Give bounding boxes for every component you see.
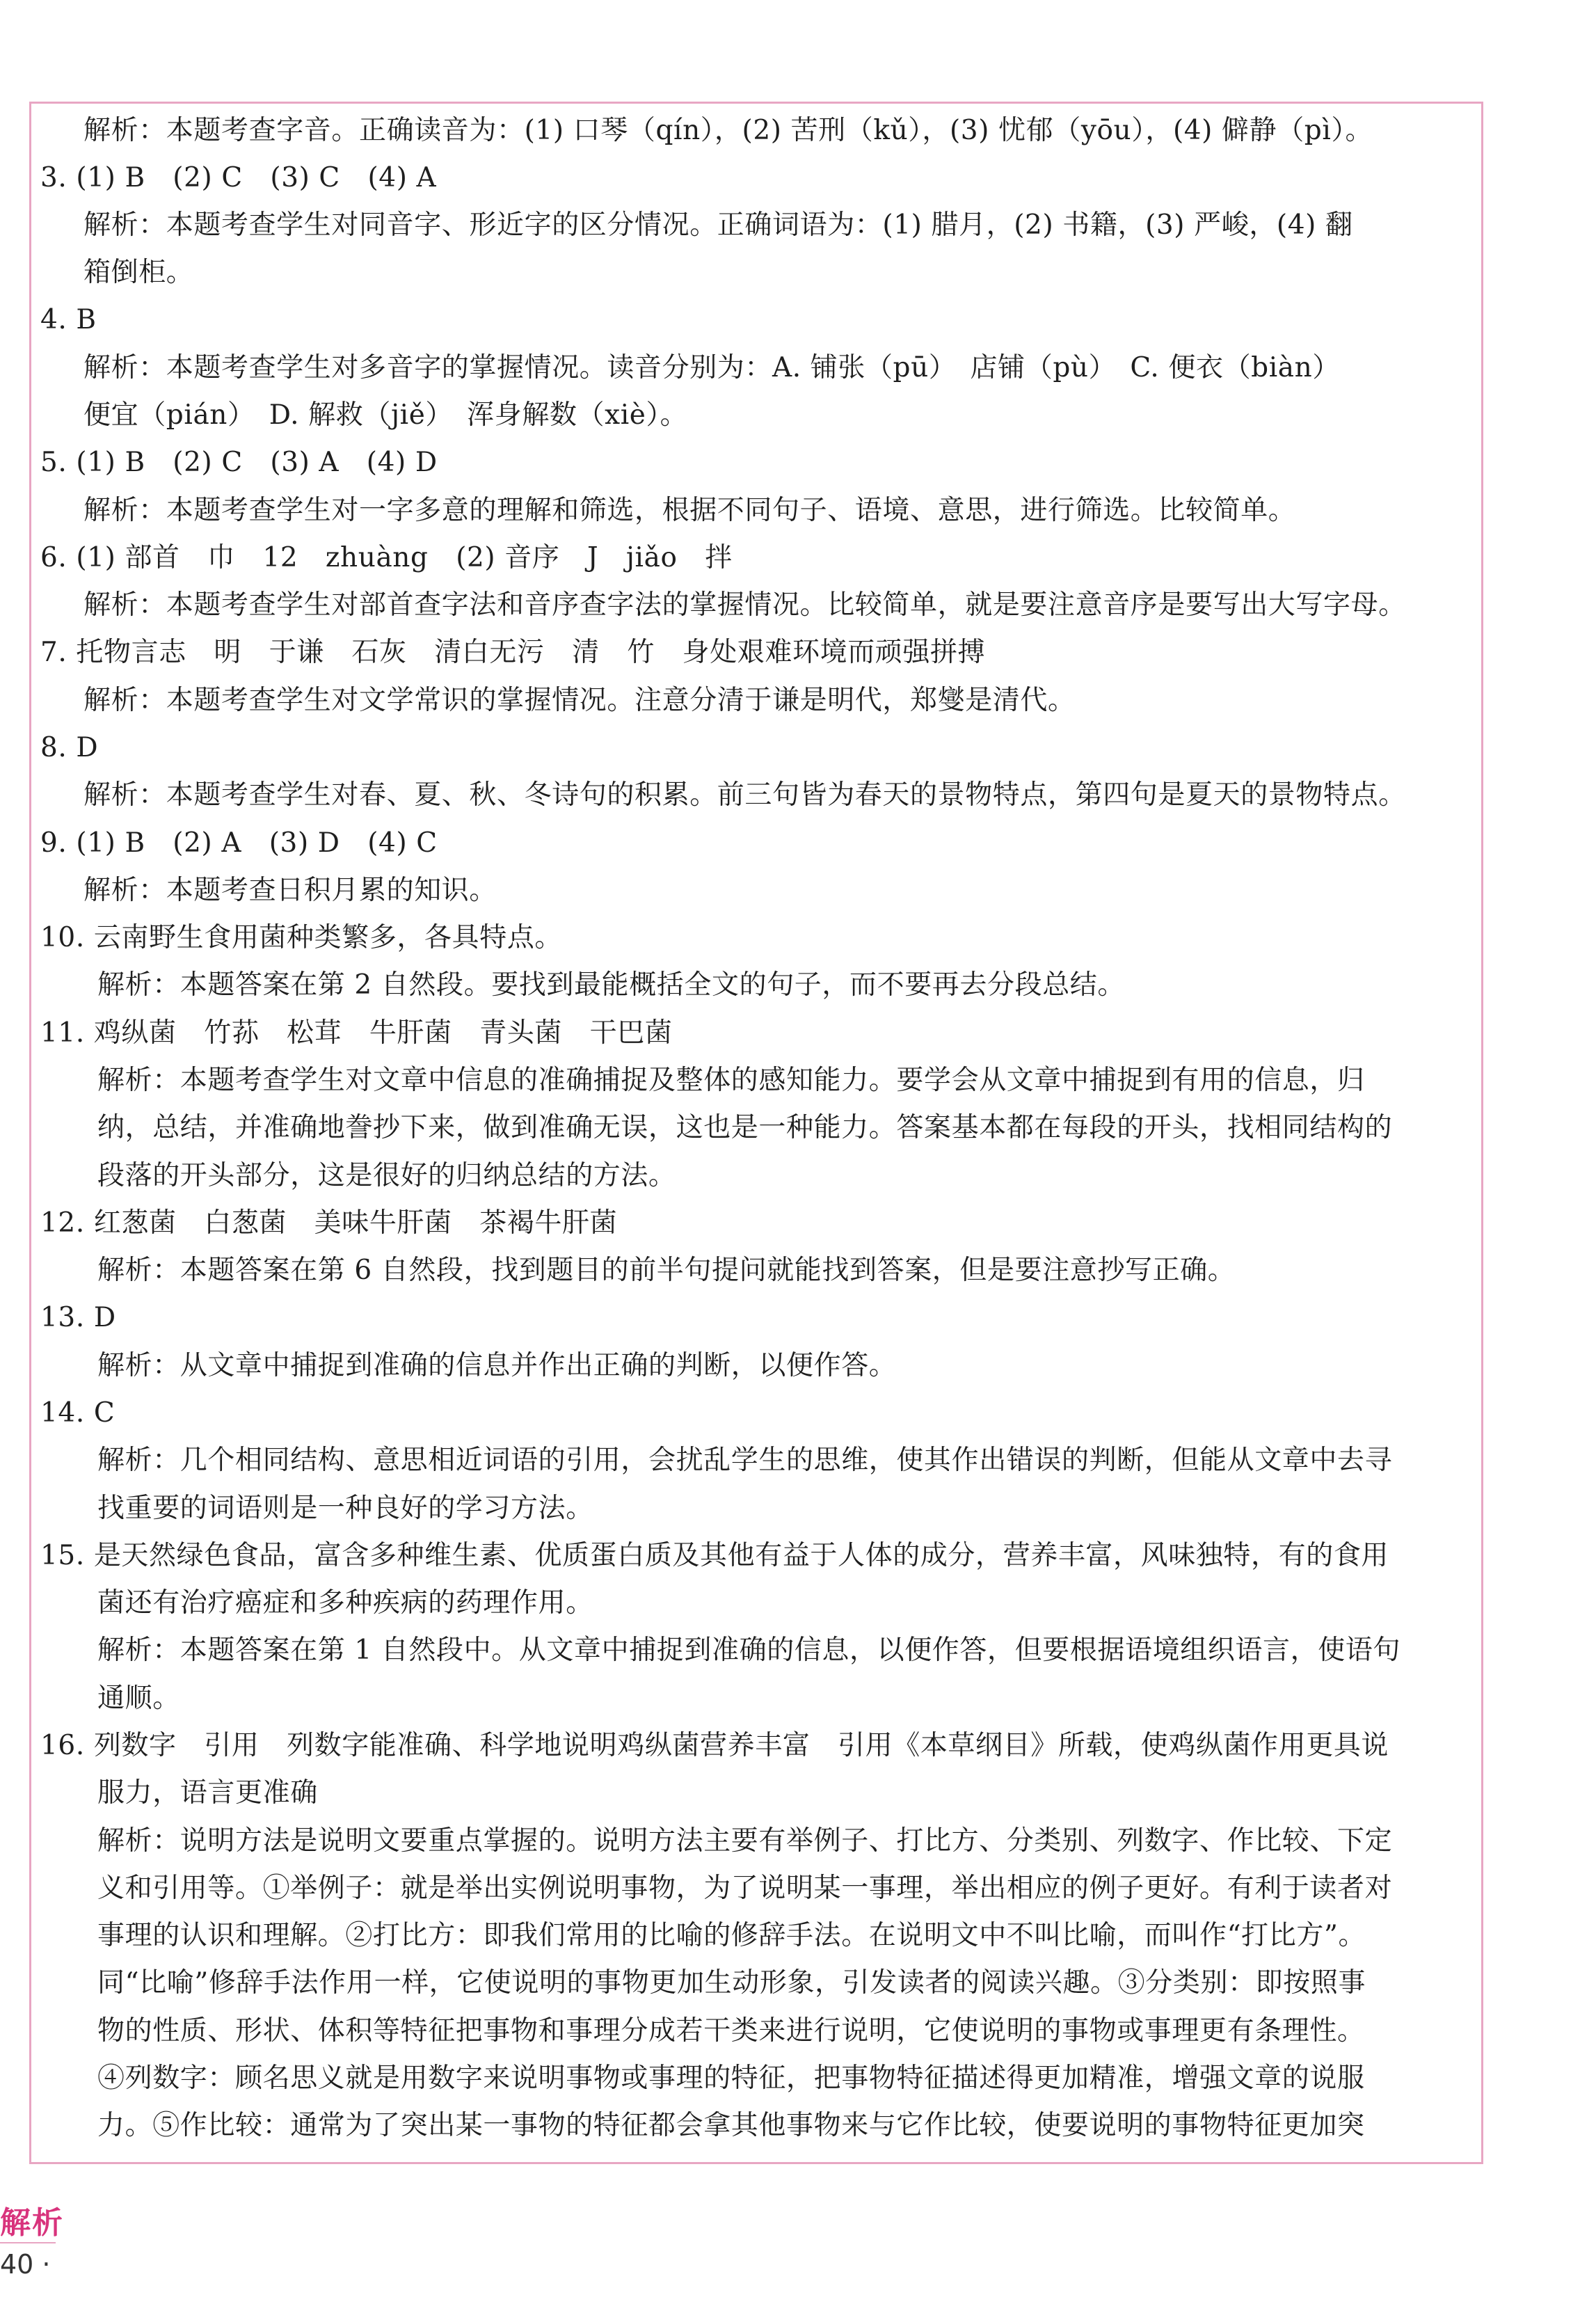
text-line: 同“比喻”修辞手法作用一样，它使说明的事物更加生动形象，引发读者的阅读兴趣。③分类别：即按照事 (97, 1967, 1366, 1999)
text-line: 段落的开头部分，这是很好的归纳总结的方法。 (97, 1160, 676, 1191)
text-line: 通顺。 (97, 1683, 180, 1714)
text-line: 解析：本题答案在第 1 自然段中。从文章中捕捉到准确的信息，以便作答，但要根据语境组织语言，使语句 (97, 1635, 1401, 1666)
text-line: 义和引用等。①举例子：就是举出实例说明事物，为了说明某一事理，举出相应的例子更好。有利于读者对 (97, 1873, 1393, 1904)
text-line: 8. D (40, 732, 99, 763)
text-line: 箱倒柜。 (83, 257, 194, 288)
text-line: 解析：本题考查学生对部首查字法和音序查字法的掌握情况。比较简单，就是要注意音序是要写出大写字母。 (83, 589, 1406, 621)
text-line: 事理的认识和理解。②打比方：即我们常用的比喻的修辞手法。在说明文中不叫比喻，而叫作“打比方”。 (97, 1920, 1366, 1951)
text-line: 4. B (40, 304, 97, 335)
text-line: 14. C (40, 1397, 115, 1429)
text-line: 9. (1) B (2) A (3) D (4) C (40, 827, 438, 859)
footer-divider (0, 2242, 56, 2243)
text-line: 服力，语言更准确 (97, 1777, 318, 1809)
text-line: 解析：从文章中捕捉到准确的信息并作出正确的判断，以便作答。 (97, 1350, 897, 1381)
text-line: 13. D (40, 1302, 116, 1333)
text-line: 3. (1) B (2) C (3) C (4) A (40, 162, 437, 193)
text-line: 7. 托物言志 明 于谦 石灰 清白无污 清 竹 身处艰难环境而顽强拼搏 (40, 637, 986, 668)
text-line: 解析：本题考查学生对同音字、形近字的区分情况。正确词语为：(1) 腊月，(2) 书籍，(3) 严峻，(4) 翻 (83, 209, 1353, 241)
text-line: ④列数字：顾名思义就是用数字来说明事物或事理的特征，把事物特征描述得更加精准，增强文章的说服 (97, 2063, 1365, 2094)
text-line: 解析：几个相同结构、意思相近词语的引用，会扰乱学生的思维，使其作出错误的判断，但能从文章中去寻 (97, 1445, 1393, 1476)
text-line: 解析：本题考查学生对多音字的掌握情况。读音分别为：A. 铺张（pū） 店铺（pù） C. 便衣（biàn） (83, 352, 1340, 383)
text-line: 15. 是天然绿色食品，富含多种维生素、优质蛋白质及其他有益于人体的成分，营养丰富，风味独特，有的食用 (40, 1540, 1389, 1571)
text-line: 11. 鸡纵菌 竹荪 松茸 牛肝菌 青头菌 干巴菌 (40, 1017, 673, 1049)
text-line: 5. (1) B (2) C (3) A (4) D (40, 447, 438, 478)
text-line: 解析：说明方法是说明文要重点掌握的。说明方法主要有举例子、打比方、分类别、列数字、作比较、下定 (97, 1825, 1393, 1857)
section-label: 解析 (0, 2205, 64, 2241)
text-line: 解析：本题考查学生对文章中信息的准确捕捉及整体的感知能力。要学会从文章中捕捉到有用的信息，归 (97, 1065, 1365, 1096)
text-line: 10. 云南野生食用菌种类繁多，各具特点。 (40, 922, 563, 953)
text-line: 16. 列数字 引用 列数字能准确、科学地说明鸡纵菌营养丰富 引用《本草纲目》所载，使鸡纵菌作用更具说 (40, 1730, 1389, 1761)
text-line: 6. (1) 部首 巾 12 zhuàng (2) 音序 J jiǎo 拌 (40, 542, 733, 573)
text-line: 物的性质、形状、体积等特征把事物和事理分成若干类来进行说明，它使说明的事物或事理更有条理性。 (97, 2015, 1365, 2047)
text-line: 解析：本题考查学生对一字多意的理解和筛选，根据不同句子、语境、意思，进行筛选。比较简单。 (83, 495, 1296, 526)
text-line: 解析：本题考查学生对文学常识的掌握情况。注意分清于谦是明代，郑燮是清代。 (83, 685, 1076, 716)
text-line: 解析：本题考查日积月累的知识。 (83, 875, 497, 906)
text-line: 解析：本题答案在第 6 自然段，找到题目的前半句提问就能找到答案，但是要注意抄写正确。 (97, 1255, 1236, 1286)
text-line: 纳，总结，并准确地誊抄下来，做到准确无误，这也是一种能力。答案基本都在每段的开头，找相同结构的 (97, 1112, 1393, 1143)
page-number: 40 · (0, 2249, 51, 2280)
text-line: 12. 红葱菌 白葱菌 美味牛肝菌 茶褐牛肝菌 (40, 1207, 618, 1239)
text-line: 解析：本题考查字音。正确读音为：(1) 口琴（qín），(2) 苦刑（kǔ），(3) 忧郁（yōu），(4) 僻静（pì）。 (83, 115, 1373, 146)
text-line: 便宜（pián） D. 解救（jiě） 浑身解数（xiè）。 (83, 399, 688, 431)
text-line: 菌还有治疗癌症和多种疾病的药理作用。 (97, 1587, 593, 1619)
text-line: 找重要的词语则是一种良好的学习方法。 (97, 1493, 593, 1524)
text-line: 解析：本题答案在第 2 自然段。要找到最能概括全文的句子，而不要再去分段总结。 (97, 969, 1126, 1001)
text-line: 力。⑤作比较：通常为了突出某一事物的特征都会拿其他事物来与它作比较，使要说明的事物特征更加突 (97, 2110, 1365, 2141)
text-line: 解析：本题考查学生对春、夏、秋、冬诗句的积累。前三句皆为春天的景物特点，第四句是夏天的景物特点。 (83, 779, 1406, 811)
